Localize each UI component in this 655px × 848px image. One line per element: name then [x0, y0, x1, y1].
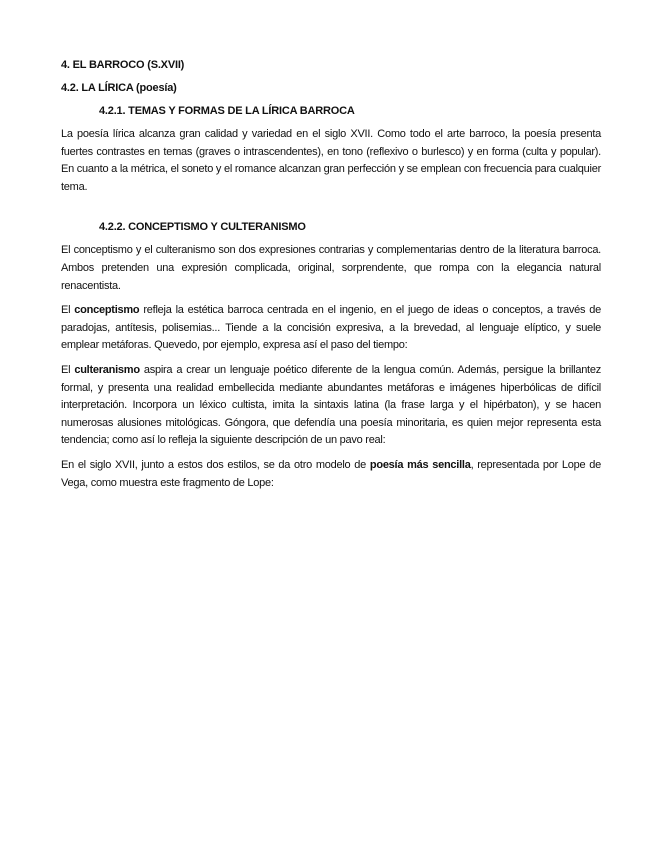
paragraph-rest: aspira a crear un lenguaje poético diferente de la lengua común. Además, persigue la brillantez formal, y presenta una realidad embellecida mediante abundantes metáforas e imágenes hiperbólicas de difícil interpretación. Incorpora un léxico cultista, imita la sintaxis latina (la frase larga y el hipérbaton), y se hacen numerosas alusiones mitológicas. Góngora, que defendía una poesía minoritaria, es quien mejor representa esta tendencia; como así lo refleja la siguiente descripción de un pavo real:	[61, 363, 601, 447]
paragraph-lead: En el siglo XVII, junto a estos dos estilos, se da otro modelo de	[61, 458, 370, 471]
term-poesia-sencilla: poesía más sencilla	[369, 458, 471, 471]
paragraph-lead: El	[61, 363, 75, 376]
section-heading: 4.2. LA LÍRICA (poesía)	[61, 82, 177, 94]
document-page	[61, 58, 601, 499]
paragraph-rest: refleja la estética barroca centrada en el ingenio, en el juego de ideas o conceptos, a través de paradojas, antítesis, polisemias... Tiende a la concisión expresiva, a la brevedad, al lenguaje elíptico, y suele emplear metáforas. Quevedo, por ejemplo, expresa así el paso del tiempo:	[61, 304, 601, 352]
term-conceptismo: conceptismo	[74, 304, 140, 317]
chapter-heading: 4. EL BARROCO (S.XVII)	[61, 59, 185, 71]
subsection-heading-conceptismo: 4.2.2. CONCEPTISMO Y CULTERANISMO	[99, 221, 306, 234]
paragraph-temas-formas: La poesía lírica alcanza gran calidad y variedad en el siglo XVII. Como todo el arte barroco, la poesía presenta fuertes contrastes en temas (graves o intrascendentes), en tono (reflexivo o burlesco) y en forma (culta y popular). En cuanto a la métrica, el soneto y el romance alcanzan gran perfección y se emplean con frecuencia para cualquier tema.	[61, 128, 601, 193]
paragraph-culteranismo	[61, 362, 601, 450]
paragraph-intro-conceptismo-culteranismo: El conceptismo y el culteranismo son dos expresiones contrarias y complementarias dentro de la literatura barroca. Ambos pretenden una expresión complicada, original, sorprendente, que rompa con la elegancia natural renacentista.	[61, 244, 601, 292]
spacer	[61, 203, 601, 220]
term-culteranismo: culteranismo	[74, 363, 140, 376]
paragraph-conceptismo	[61, 302, 601, 355]
paragraph-rest: , representada por Lope de Vega, como muestra este fragmento de Lope:	[61, 458, 601, 489]
paragraph-lead: El	[61, 304, 75, 317]
paragraph-poesia-sencilla	[61, 457, 601, 492]
subsection-heading-temas: 4.2.1. TEMAS Y FORMAS DE LA LÍRICA BARROCA	[99, 105, 355, 117]
